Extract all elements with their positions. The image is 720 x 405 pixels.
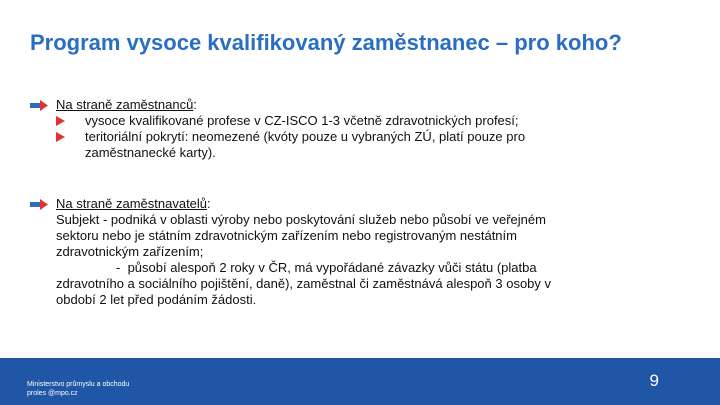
employers-heading-colon: : xyxy=(207,196,211,211)
paragraph-dash: - xyxy=(116,260,121,275)
triangle-right-icon xyxy=(56,132,65,142)
employers-heading-row xyxy=(30,196,690,212)
employers-section xyxy=(30,196,690,308)
paragraph-line: období 2 let před podáním žádosti. xyxy=(56,292,257,307)
footer-line: proles @mpo.cz xyxy=(27,390,78,397)
employees-heading: Na straně zaměstnanců xyxy=(56,97,194,112)
triangle-right-icon xyxy=(56,116,65,126)
footer-organization xyxy=(27,380,129,398)
paragraph-line: sektoru nebo je státním zdravotnickým zařízením nebo registrovaným nestátním xyxy=(56,228,517,243)
employer-subject-paragraph xyxy=(30,212,690,260)
page-number: 9 xyxy=(649,371,659,390)
arrow-right-icon xyxy=(30,199,48,210)
employer-conditions-paragraph xyxy=(30,260,690,308)
list-item-text: teritoriální pokrytí: neomezené (kvóty pouze u vybraných ZÚ, platí pouze pro xyxy=(85,129,526,144)
list-item-continuation: zaměstnanecké karty). xyxy=(85,145,216,160)
employers-heading: Na straně zaměstnavatelů xyxy=(56,196,208,211)
list-item xyxy=(30,113,690,129)
list-item-text: vysoce kvalifikované profese v CZ-ISCO 1-3 včetně zdravotnických profesí; xyxy=(85,113,519,128)
employees-heading-colon: : xyxy=(193,97,197,112)
footer-bar xyxy=(0,358,720,405)
list-item xyxy=(30,129,690,161)
paragraph-line: Subjekt - podniká v oblasti výroby nebo poskytování služeb nebo působí ve veřejném xyxy=(56,212,546,227)
paragraph-line-text: působí alespoň 2 roky v ČR, má vypořádané závazky vůči státu (platba xyxy=(127,260,537,275)
slide-title: Program vysoce kvalifikovaný zaměstnanec – pro koho? xyxy=(30,30,622,55)
footer-line: Ministerstvo průmyslu a obchodu xyxy=(27,381,130,388)
paragraph-line xyxy=(56,260,690,276)
employees-section xyxy=(30,97,690,161)
paragraph-line: zdravotního a sociálního pojištění, daně), zaměstnal či zaměstnává alespoň 3 osoby v xyxy=(56,276,552,291)
paragraph-line: zdravotnickým zařízením; xyxy=(56,244,204,259)
arrow-right-icon xyxy=(30,100,48,111)
employees-heading-row xyxy=(30,97,690,113)
